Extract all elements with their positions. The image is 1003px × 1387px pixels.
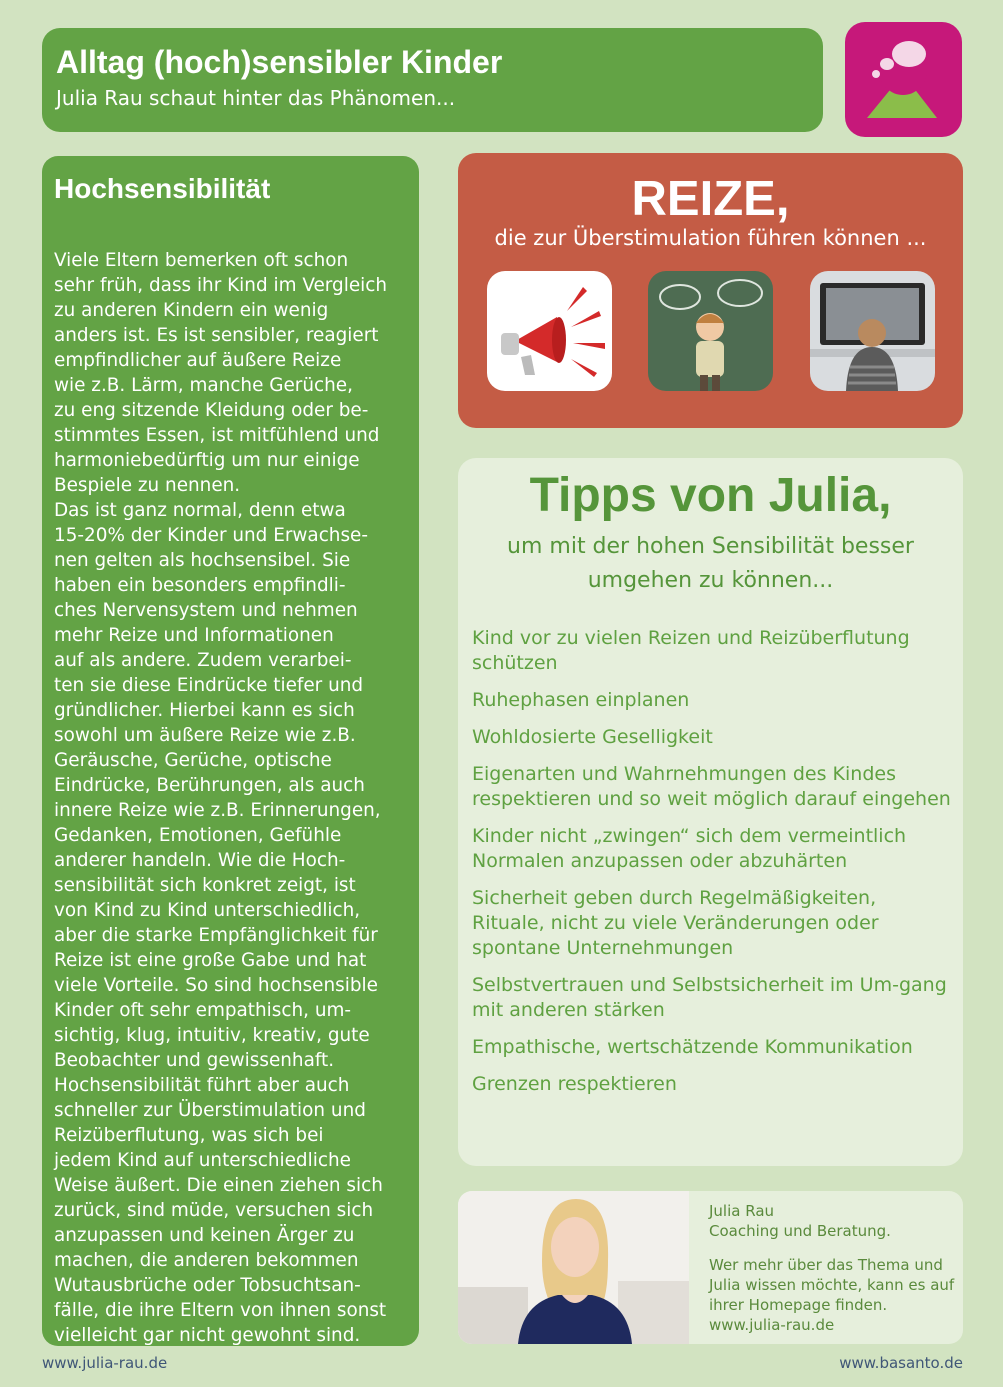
footer-link-right[interactable]: www.basanto.de bbox=[839, 1354, 963, 1372]
tipp-item: Kinder nicht „zwingen“ sich dem vermeintlich Normalen anzupassen oder abzuhärten bbox=[472, 825, 907, 872]
author-text bbox=[709, 1201, 959, 1335]
tipp-item: Ruhephasen einplanen bbox=[472, 689, 690, 711]
tipp-item: Kind vor zu vielen Reizen und Reizüberflutung schützen bbox=[472, 627, 910, 674]
tipp-item: Grenzen respektieren bbox=[472, 1073, 677, 1095]
page-subtitle: Julia Rau schaut hinter das Phänomen... bbox=[56, 86, 456, 110]
tipp-item: Wohldosierte Geselligkeit bbox=[472, 726, 713, 748]
tipp-item: Eigenarten und Wahrnehmungen des Kindes respektieren und so weit möglich darauf eingehen bbox=[472, 763, 951, 810]
tipps-subtitle: um mit der hohen Sensibilität besser umgehen zu können... bbox=[507, 534, 914, 593]
author-card bbox=[458, 1191, 963, 1344]
tipps-title: Tipps von Julia, bbox=[529, 469, 892, 522]
reize-title: REIZE, bbox=[631, 172, 790, 226]
reize-panel bbox=[458, 153, 963, 428]
child-chalkboard-image bbox=[648, 271, 773, 391]
child-tv-image bbox=[810, 271, 935, 391]
author-photo bbox=[458, 1191, 689, 1344]
header-banner bbox=[42, 28, 823, 132]
tipp-item: Empathische, wertschätzende Kommunikation bbox=[472, 1036, 913, 1058]
tipp-item: Selbstvertrauen und Selbstsicherheit im Um-gang mit anderen stärken bbox=[472, 974, 947, 1021]
logo-icon bbox=[845, 22, 962, 137]
author-name: Julia Rau bbox=[709, 1202, 775, 1220]
section-body: Viele Eltern bemerken oft schon sehr früh, dass ihr Kind im Vergleich zu anderen Kindern ein wenig anders ist. Es ist sensibler, reagiert empfindlicher auf äußere Reize wie z.B. Lärm, manche Gerüche, zu eng sitzende Kleidung oder be- stimmtes Essen, ist mitfühlend und harmoniebedürftig um nur einige Bespiele zu nennen. Das ist ganz normal, denn etwa 15-20% der Kinder und Erwachse- nen gelten als hochsensibel. Sie haben ein besonders empfindli- ches Nervensystem und nehmen mehr Reize und Informationen auf als andere. Zudem verarbei- ten sie diese Eindrücke tiefer und gründlicher. Hierbei kann es sich sowohl um äußere Reize wie z.B. Geräusche, Gerüche, optische Eindrücke, Berührungen, als auch innere Reize wie z.B. Erinnerungen, Gedanken, Emotionen, Gefühle anderer handeln. Wie die Hoch- sensibilität sich konkret zeigt, ist von Kind zu Kind unterschiedlich, aber die starke Empfänglichkeit für Reize ist eine große Gabe und hat viele Vorteile. So sind hochsensible Kinder oft sehr empathisch, um- sichtig, klug, intuitiv, kreativ, gute Beobachter und gewissenhaft. Hochsensibilität führt aber auch schneller zur Überstimulation und Reizüberflutung, was sich bei jedem Kind auf unterschiedliche Weise äußert. Die einen ziehen sich zurück, sind müde, versuchen sich anzupassen und keinen Ärger zu machen, die anderen bekommen Wutausbrüche oder Tobsuchtsan- fälle, die ihre Eltern von ihnen sonst vielleicht gar nicht gewohnt sind. bbox=[54, 250, 388, 1346]
tipp-item: Sicherheit geben durch Regelmäßigkeiten, Rituale, nicht zu viele Veränderungen oder spontane Unternehmungen bbox=[472, 887, 879, 959]
reize-subtitle: die zur Überstimulation führen können ... bbox=[494, 226, 927, 250]
footer-link-left[interactable]: www.julia-rau.de bbox=[42, 1354, 168, 1372]
author-description: Wer mehr über das Thema und Julia wissen möchte, kann es auf ihrer Homepage finden. bbox=[709, 1256, 955, 1314]
tipps-panel bbox=[458, 458, 963, 1166]
logo bbox=[845, 22, 962, 137]
author-url[interactable]: www.julia-rau.de bbox=[709, 1316, 835, 1334]
hochsensibilitaet-panel bbox=[42, 156, 419, 1346]
megaphone-image bbox=[487, 271, 612, 391]
tipps-list bbox=[472, 626, 952, 1109]
author-role: Coaching und Beratung. bbox=[709, 1222, 891, 1240]
page-title: Alltag (hoch)sensibler Kinder bbox=[56, 44, 503, 80]
section-heading: Hochsensibilität bbox=[54, 173, 271, 204]
